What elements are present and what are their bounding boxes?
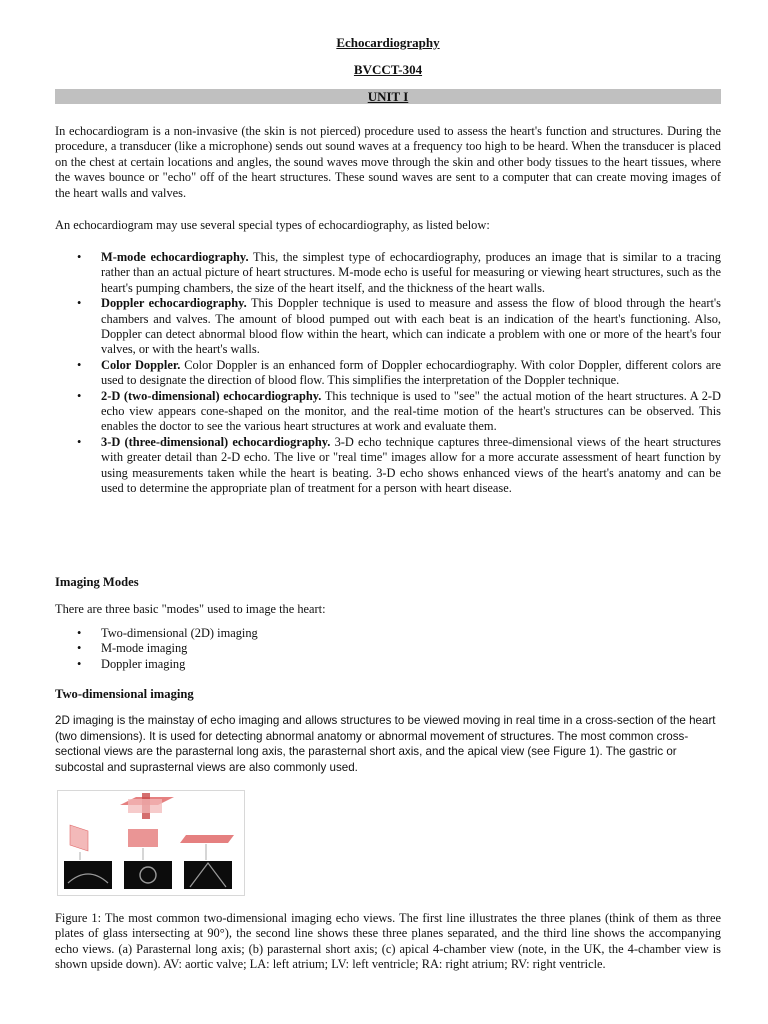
imaging-modes-intro: There are three basic "modes" used to image the heart:: [55, 602, 326, 616]
echo-types-list: [55, 250, 721, 497]
course-code: BVCCT-304: [353, 62, 423, 77]
bullet-icon: •: [77, 641, 82, 656]
figure-caption: Figure 1: The most common two-dimensional imaging echo views. The first line illustrates the three planes (think of them as three plates of glass intersecting at 90°), the second line shows these three planes separated, and the third line shows the accompanying echo views. (a) Parasternal long axis; (b) parasternal short axis; (c) apical 4-chamber view (note, in the UK, the 4-chamber view is shown upside down). AV: aortic valve; LA: left atrium; LV: left ventricle; RA: right atrium; RV: right ventricle.: [55, 911, 721, 972]
plane-icon: [70, 825, 88, 851]
list-item-term: Doppler echocardiography.: [101, 296, 247, 311]
echo-view-image: [124, 861, 172, 889]
list-item: [55, 296, 721, 358]
list-item-label: Two-dimensional (2D) imaging: [101, 626, 258, 640]
list-item-term: 3-D (three-dimensional) echocardiography.: [101, 434, 331, 449]
list-item-text: Color Doppler is an enhanced form of Doppler echocardiography. With color Doppler, different colors are used to designate the direction of blood flow. This simplifies the interpretation of the Doppler technique.: [101, 357, 722, 388]
list-item: [55, 641, 258, 656]
bullet-icon: •: [77, 388, 82, 403]
bullet-icon: •: [77, 250, 82, 264]
list-item-term: Color Doppler.: [101, 357, 181, 372]
intro-paragraph: In echocardiogram is a non-invasive (the skin is not pierced) procedure used to assess the heart's function and structures. During the procedure, a transducer (like a microphone) sends out sound waves at a frequency too high to be heard. When the transducer is placed on the chest at certain locations and angles, the sound waves move through the skin and other body tissues to the heart tissues, where the waves bounce or "echo" off of the heart structures. These sound waves are sent to a computer that can create moving images of the heart walls and valves.: [55, 124, 721, 200]
list-item: [55, 626, 258, 641]
bullet-icon: •: [77, 626, 82, 640]
list-item: [55, 389, 721, 435]
types-intro: An echocardiogram may use several special types of echocardiography, as listed below:: [55, 218, 490, 232]
list-item-text: This, the simplest type of echocardiography, produces an image that is similar to a tracing rather than an actual picture of heart structures. M-mode echo is useful for measuring or viewing heart structures, such as the heart's pumping chambers, the size of the heart itself, and the thickness of the heart walls.: [101, 250, 721, 295]
list-item-label: M-mode imaging: [101, 641, 188, 656]
list-item-text: 3-D echo technique captures three-dimensional views of the heart structures with greater detail than 2-D echo. The live or "real time" images allow for a more accurate assessment of heart function by using measurements taken while the heart is beating. 3-D echo shows enhanced views of the heart's anatomy and can be used to determine the appropriate plan of treatment for a person with heart disease.: [101, 434, 722, 496]
list-item-text: This Doppler technique is used to measure and assess the flow of blood through the heart's chambers and valves. The amount of blood pumped out with each beat is an indication of the heart's functioning. Also, Doppler can detect abnormal blood flow within the heart, which can indicate a problem with one or more of the heart's four valves, or with the heart's walls.: [101, 296, 721, 357]
list-item: [55, 358, 721, 389]
bullet-icon: •: [77, 656, 82, 671]
imaging-modes-heading: Imaging Modes: [55, 575, 139, 589]
plane-icon: [128, 799, 162, 813]
imaging-modes-list: [55, 626, 258, 672]
two-d-paragraph: 2D imaging is the mainstay of echo imaging and allows structures to be viewed moving in real time in a cross-section of the heart (two dimensions). It is used for detecting abnormal anatomy or abnormal movement of structures. The most common cross-sectional views are the parasternal long axis, the parasternal short axis, and the apical view (see Figure 1). The gastric or subcostal and suprasternal views are also commonly used.: [55, 714, 716, 774]
list-item-text: This technique is used to "see" the actual motion of the heart structures. A 2-D echo view appears cone-shaped on the monitor, and the real-time motion of the heart's structures can be observed. This enables the doctor to see the various heart structures at work and evaluate them.: [101, 388, 721, 434]
list-item: [55, 435, 721, 497]
plane-icon: [180, 835, 234, 843]
list-item: [55, 250, 721, 296]
list-item-label: Doppler imaging: [101, 656, 186, 671]
echo-planes-illustration: [58, 791, 244, 895]
bullet-icon: •: [77, 357, 82, 372]
list-item-term: M-mode echocardiography.: [101, 250, 249, 264]
echo-view-image: [64, 861, 112, 889]
document-title: Echocardiography: [336, 35, 440, 50]
list-item: [55, 657, 258, 672]
bullet-icon: •: [77, 296, 82, 311]
plane-icon: [128, 829, 158, 847]
two-d-heading: Two-dimensional imaging: [55, 687, 194, 701]
list-item-term: 2-D (two-dimensional) echocardiography.: [101, 388, 322, 403]
bullet-icon: •: [77, 434, 82, 449]
figure-echo-planes: [57, 790, 245, 896]
unit-heading: UNIT I: [55, 89, 721, 104]
